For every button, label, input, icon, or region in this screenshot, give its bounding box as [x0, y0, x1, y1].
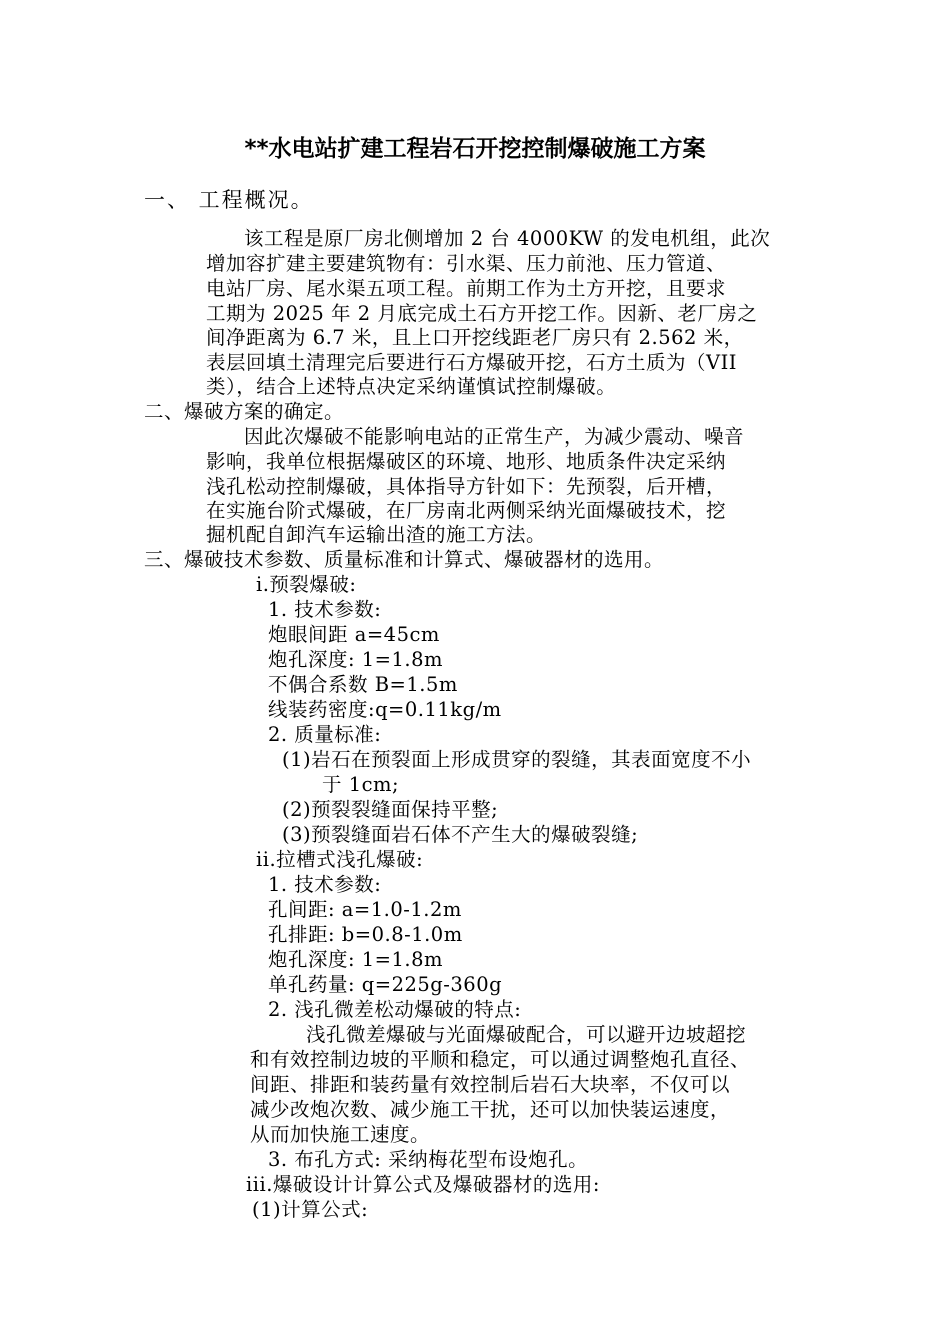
section-1-paragraph-line: 电站厂房、尾水渠五项工程。前期工作为土方开挖，且要求 [206, 277, 727, 300]
subsection-i-quality-heading: 2. 质量标准: [268, 723, 382, 746]
subsection-ii-param: 单孔药量: q=225g-360g [268, 973, 503, 996]
section-1-paragraph-line: 类），结合上述特点决定采纳谨慎试控制爆破。 [206, 375, 617, 398]
subsection-i-quality-item: (3)预裂缝面岩石体不产生大的爆破裂缝; [282, 823, 639, 846]
subsection-ii-feature-line: 减少改炮次数、减少施工干扰，还可以加快装运速度， [250, 1098, 731, 1121]
subsection-ii-param: 孔排距: b=0.8-1.0m [268, 923, 463, 946]
subsection-i-param: 炮眼间距 a=45cm [268, 623, 440, 646]
subsection-ii-feature-line: 和有效控制边坡的平顺和稳定，可以通过调整炮孔直径、 [250, 1048, 751, 1071]
subsection-ii-tech-heading: 1. 技术参数: [268, 873, 382, 896]
section-1-paragraph-line: 工期为 2025 年 2 月底完成土石方开挖工作。因新、老厂房之 [206, 302, 758, 325]
subsection-i-quality-item-continuation: 于 1cm; [322, 773, 400, 796]
subsection-ii-layout-line: 3. 布孔方式: 采纳梅花型布设炮孔。 [268, 1148, 589, 1171]
subsection-ii-param: 炮孔深度: 1=1.8m [268, 948, 444, 971]
subsection-ii-feature-line: 浅孔微差爆破与光面爆破配合，可以避开边坡超挖 [306, 1023, 747, 1046]
subsection-ii-feature-line: 从而加快施工速度。 [250, 1123, 431, 1146]
subsection-ii-feature-line: 间距、排距和装药量有效控制后岩石大块率，不仅可以 [250, 1073, 731, 1096]
subsection-i-param: 炮孔深度: 1=1.8m [268, 648, 444, 671]
subsection-i-quality-item: (2)预裂裂缝面保持平整; [282, 798, 499, 821]
section-2-paragraph-line: 因此次爆破不能影响电站的正常生产，为减少震动、噪音 [244, 425, 745, 448]
subsection-iii-heading: iii.爆破设计计算公式及爆破器材的选用: [246, 1173, 600, 1196]
section-1-heading: 一、 工程概况。 [144, 188, 314, 212]
subsection-i-param: 不偶合系数 B=1.5m [268, 673, 458, 696]
section-2-paragraph-line: 影响，我单位根据爆破区的环境、地形、地质条件决定采纳 [206, 450, 727, 473]
section-3-heading: 三、爆破技术参数、质量标准和计算式、爆破器材的选用。 [144, 548, 665, 571]
section-1-paragraph-line: 表层回填土清理完后要进行石方爆破开挖，石方土质为（VII [206, 351, 737, 374]
subsection-i-quality-item: (1)岩石在预裂面上形成贯穿的裂缝，其表面宽度不小 [282, 748, 752, 771]
section-1-paragraph-line: 间净距离为 6.7 米，且上口开挖线距老厂房只有 2.562 米， [206, 326, 744, 349]
subsection-ii-feature-heading: 2. 浅孔微差松动爆破的特点: [268, 998, 522, 1021]
subsection-ii-heading: ii.拉槽式浅孔爆破: [256, 848, 424, 871]
section-1-paragraph-line: 增加容扩建主要建筑物有：引水渠、压力前池、压力管道、 [206, 252, 727, 275]
section-1-paragraph-line: 该工程是原厂房北侧增加 2 台 4000KW 的发电机组，此次 [244, 227, 771, 250]
section-2-paragraph-line: 浅孔松动控制爆破，具体指导方针如下：先预裂，后开槽， [206, 475, 727, 498]
section-2-paragraph-line: 掘机配自卸汽车运输出渣的施工方法。 [206, 523, 547, 546]
section-2-paragraph-line: 在实施台阶式爆破，在厂房南北两侧采纳光面爆破技术，挖 [206, 499, 727, 522]
subsection-i-tech-heading: 1. 技术参数: [268, 598, 382, 621]
document-title: **水电站扩建工程岩石开挖控制爆破施工方案 [244, 136, 706, 162]
subsection-i-heading: i.预裂爆破: [256, 573, 357, 596]
subsection-i-param: 线装药密度:q=0.11kg/m [268, 698, 502, 721]
subsection-iii-formula-heading: (1)计算公式: [252, 1198, 369, 1221]
subsection-ii-param: 孔间距: a=1.0-1.2m [268, 898, 462, 921]
section-2-heading: 二、爆破方案的确定。 [144, 400, 345, 423]
